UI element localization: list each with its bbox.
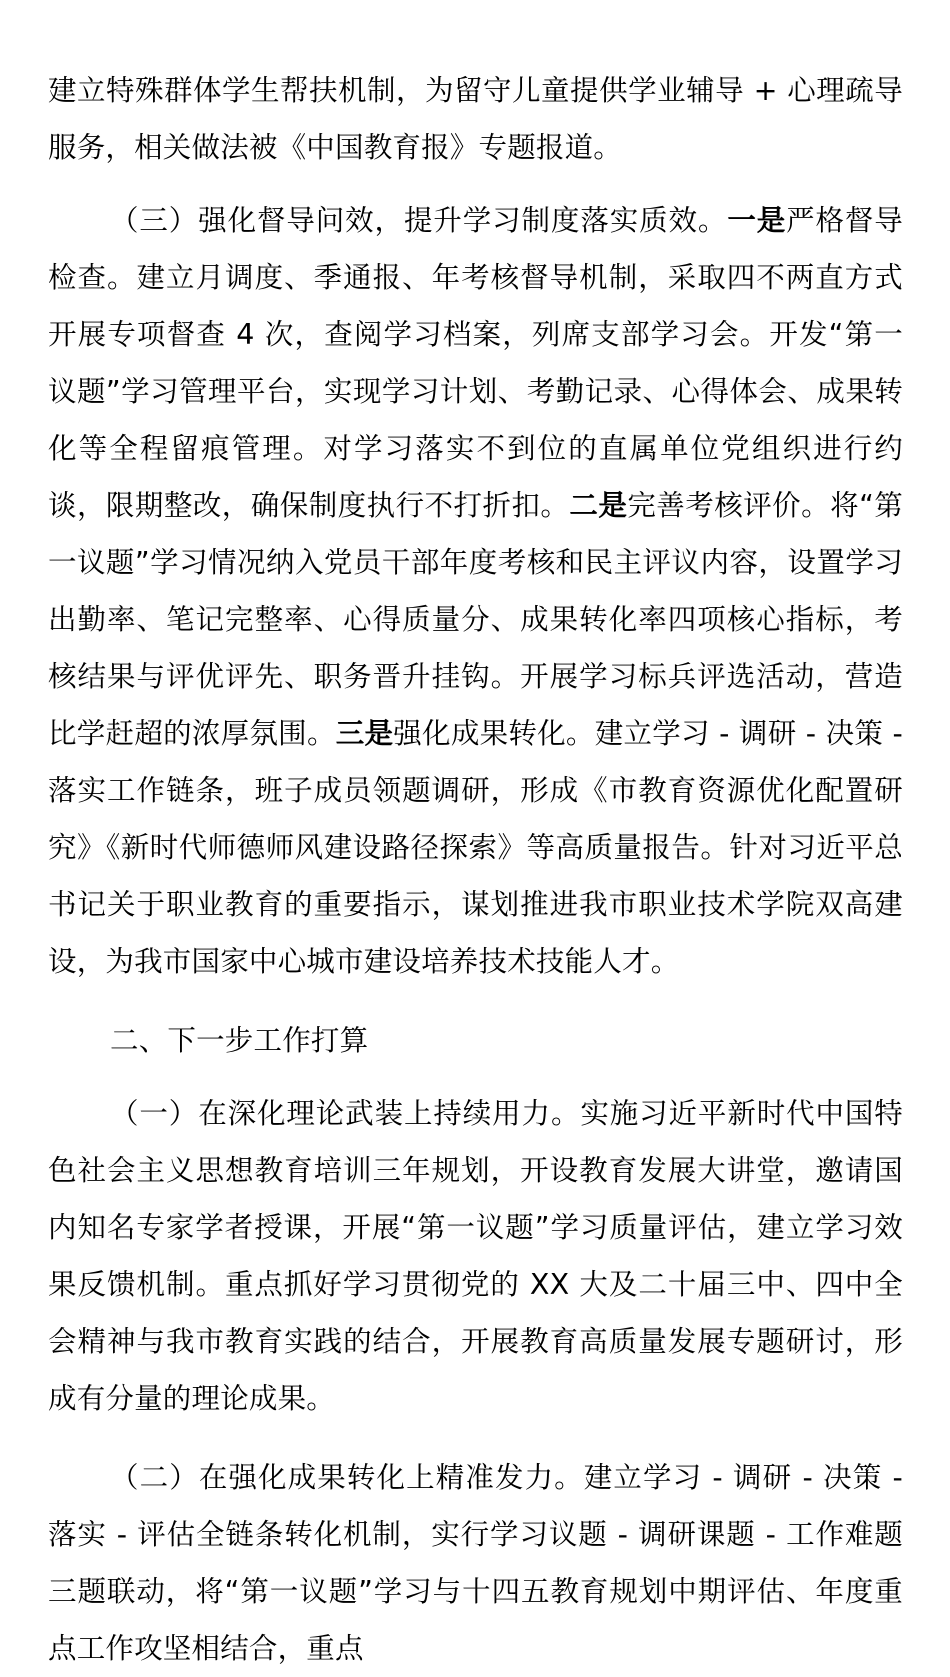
heading-next-step-work-plan: 二、下一步工作打算 bbox=[110, 1024, 369, 1057]
run-text: （三）强化督导问效，提升学习制度落实质效。 bbox=[110, 204, 728, 237]
paragraph-subsection-one: （一）在深化理论武装上持续用力。实施习近平新时代中国特色社会主义思想教育培训三年规划，开设教育发展大讲堂，邀请国内知名专家学者授课，开展“第一议题”学习质量评估，建立学习效果反馈机制。重点抓好学习贯彻党的 XX 大及二十届三中、四中全会精神与我市教育实践的结合，开展教育高质量发展专题研讨，形成有分量的理论成果。 bbox=[48, 1097, 903, 1415]
section-gap bbox=[48, 990, 903, 1012]
run-text: 强化成果转化。建立学习 - 调研 - 决策 - 落实工作链条，班子成员领题调研，形成《市教育资源优化配置研究》《新时代师德师风建设路径探索》等高质量报告。针对习近平总书记关于职业教育的重要指示，谋划推进我市职业技术学院双高建设，为我市国家中心城市建设培养技术技能人才。 bbox=[48, 717, 903, 978]
run-emphasis-yi-shi: 一是 bbox=[727, 204, 787, 237]
heading-gap bbox=[48, 1069, 903, 1085]
paragraph-gap-2 bbox=[48, 1427, 903, 1449]
document-body bbox=[48, 62, 903, 1677]
run-emphasis-er-shi: 二是 bbox=[569, 489, 628, 522]
paragraph-section-three bbox=[48, 192, 903, 990]
run-text: 严格督导检查。建立月调度、季通报、年考核督导机制，采取四不两直方式开展专项督查 4 次，查阅学习档案，列席支部学习会。开发“第一议题”学习管理平台，实现学习计划、考勤记录、心得体会、成果转化等全程留痕管理。对学习落实不到位的直属单位党组织进行约谈，限期整改，确保制度执行不打折扣。 bbox=[48, 204, 903, 522]
paragraph-continued-intro: 建立特殊群体学生帮扶机制，为留守儿童提供学业辅导 + 心理疏导服务，相关做法被《中国教育报》专题报道。 bbox=[48, 74, 903, 164]
paragraph-gap bbox=[48, 176, 903, 192]
run-emphasis-san-shi: 三是 bbox=[335, 717, 394, 750]
run-text: 完善考核评价。将“第一议题”学习情况纳入党员干部年度考核和民主评议内容，设置学习出勤率、笔记完整率、心得质量分、成果转化率四项核心指标，考核结果与评优评先、职务晋升挂钩。开展学习标兵评选活动，营造比学赶超的浓厚氛围。 bbox=[48, 489, 904, 750]
paragraph-subsection-two: （二）在强化成果转化上精准发力。建立学习 - 调研 - 决策 - 落实 - 评估全链条转化机制，实行学习议题 - 调研课题 - 工作难题三题联动，将“第一议题”学习与十四五教育规划中期评估、年度重点工作攻坚相结合，重点 bbox=[48, 1461, 903, 1665]
